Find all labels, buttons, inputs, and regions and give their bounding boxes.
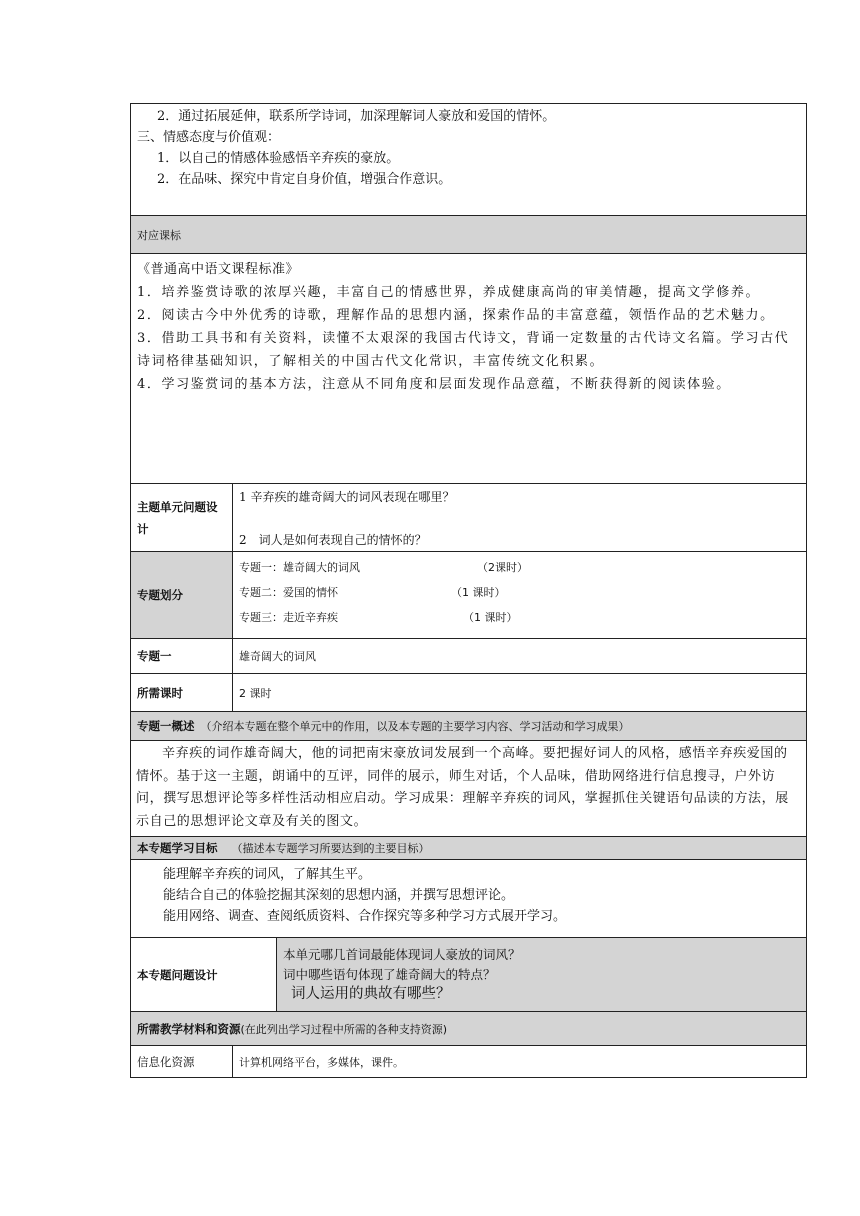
unit-questions-row [131, 484, 807, 552]
topic-goals-header-row [131, 837, 807, 860]
unit-questions-cell [233, 484, 807, 552]
topic-goals-note: （描述本专题学习所要达到的主要目标） [231, 842, 430, 855]
topic-questions-label: 本专题问题设计 [131, 938, 277, 1012]
overview-text: 辛弃疾的词作雄奇阔大，他的词把南宋豪放词发展到一个高峰。要把握好词人的风格，感悟辛弃疾爱国的情怀。基于这一主题，朗诵中的互评，同伴的展示，师生对话，个人品味，借助网络进行信息搜寻，户外访问，撰写思想评论等多样性活动相应启动。学习成果：理解辛弃疾的词风，掌握抓住关键语句品读的方法，展示自己的思想评论文章及有关的图文。 [136, 746, 789, 829]
goal-line: 1．以自己的情感体验感悟辛弃疾的豪放。 [157, 151, 400, 166]
topics-row [131, 552, 807, 639]
overview-body-row [131, 741, 807, 837]
goals-continued-cell [131, 104, 807, 216]
topic-name: 专题二：爱国的情怀 [239, 586, 338, 599]
topic-one-value: 雄奇阔大的词风 [233, 639, 807, 674]
overview-header-row [131, 712, 807, 741]
topic-question: 本单元哪几首词最能体现词人豪放的词风？ [283, 946, 521, 962]
topic-goals-body-row [131, 860, 807, 938]
topic-goals-body [131, 860, 807, 938]
goal-section-heading: 三、情感态度与价值观： [137, 130, 281, 145]
required-hours-row [131, 674, 807, 712]
topic-hours: （1 课时） [463, 611, 518, 624]
topics-cell [233, 552, 807, 639]
curriculum-item: 4．学习鉴赏词的基本方法，注意从不同角度和层面发现作品意蕴，不断获得新的阅读体验。 [137, 377, 731, 392]
topic-name: 专题三：走近辛弃疾 [239, 611, 338, 624]
goals-continued-row [131, 104, 807, 216]
overview-note: （介绍本专题在整个单元中的作用，以及本专题的主要学习内容、学习活动和学习成果） [200, 720, 630, 733]
topic-one-label: 专题一 [131, 639, 233, 674]
topic-one-row [131, 639, 807, 674]
topics-label: 专题划分 [131, 552, 233, 639]
topic-hours: （1 课时） [451, 586, 506, 599]
overview-label: 专题一概述 [137, 719, 195, 733]
it-resources-label: 信息化资源 [131, 1046, 233, 1078]
unit-questions-label: 主题单元问题设计 [131, 484, 233, 552]
curriculum-item: 1．培养鉴赏诗歌的浓厚兴趣，丰富自己的情感世界，养成健康高尚的审美情趣，提高文学修养。 [137, 285, 761, 300]
topic-goal-item: 能用网络、调查、查阅纸质资料、合作探究等多种学习方式展开学习。 [163, 909, 567, 924]
topic-name: 专题一：雄奇阔大的词风 [239, 561, 360, 574]
materials-note: (在此列出学习过程中所需的各种支持资源) [240, 1022, 448, 1036]
topic-item [233, 555, 806, 580]
topic-goal-item: 能理解辛弃疾的词风，了解其生平。 [163, 867, 372, 882]
it-resources-row [131, 1046, 807, 1078]
curriculum-item: 3．借助工具书和有关资料，读懂不太艰深的我国古代诗文，背诵一定数量的古代诗文名篇。学习古代诗词格律基础知识，了解相关的中国古代文化常识，丰富传统文化积累。 [137, 331, 790, 369]
goal-line: 2．通过拓展延伸，联系所学诗词，加深理解词人豪放和爱国的情怀。 [157, 109, 556, 124]
topic-question: 词中哪些语句体现了雄奇阔大的特点？ [283, 966, 496, 982]
topic-goals-label: 本专题学习目标 [137, 841, 218, 855]
curriculum-body [131, 254, 807, 484]
overview-header [131, 712, 807, 741]
topic-goal-item: 能结合自己的体验挖掘其深刻的思想内涵，并撰写思想评论。 [163, 888, 515, 903]
topic-question: 词人运用的典故有哪些？ [291, 985, 451, 1002]
materials-label: 所需教学材料和资源 [137, 1021, 241, 1036]
curriculum-header-row [131, 216, 807, 254]
topic-item [233, 580, 806, 605]
topic-goals-header [131, 837, 807, 860]
goal-line: 2．在品味、探究中肯定自身价值，增强合作意识。 [157, 172, 452, 187]
curriculum-item: 2．阅读古今中外优秀的诗歌，理解作品的思想内涵，探索作品的丰富意蕴，领悟作品的艺术魅力。 [137, 308, 775, 323]
lesson-plan-table [130, 103, 807, 1078]
unit-question-1: 1 辛弃疾的雄奇阔大的词风表现在哪里？ [239, 490, 455, 504]
overview-body [131, 741, 807, 837]
topic-hours: （2课时） [477, 561, 528, 574]
topic-questions-row [131, 938, 807, 1012]
curriculum-body-row [131, 254, 807, 484]
curriculum-header: 对应课标 [131, 216, 807, 254]
materials-header [131, 1012, 807, 1046]
materials-header-row [131, 1012, 807, 1046]
it-resources-value: 计算机网络平台，多媒体，课件。 [233, 1046, 807, 1078]
required-hours-label: 所需课时 [131, 674, 233, 712]
required-hours-value: 2 课时 [233, 674, 807, 712]
topic-questions-cell [277, 938, 807, 1012]
unit-question-2: 2 词人是如何表现自己的情怀的？ [239, 533, 427, 547]
curriculum-title: 《普通高中语文课程标准》 [137, 262, 300, 277]
topic-item [233, 605, 806, 630]
